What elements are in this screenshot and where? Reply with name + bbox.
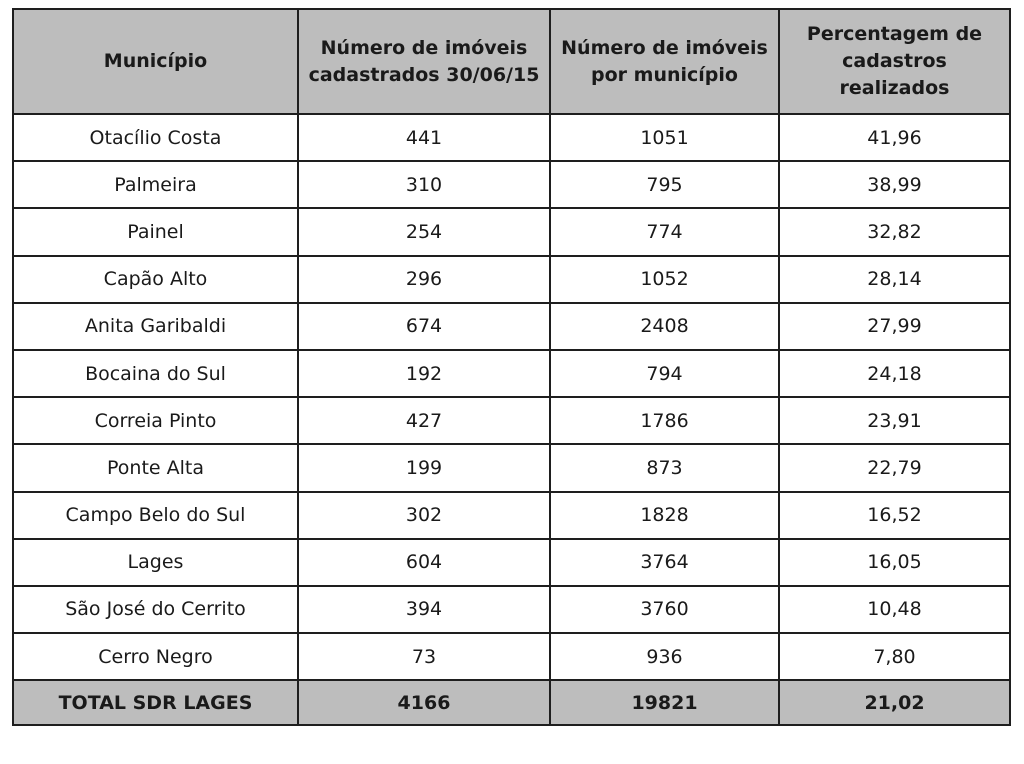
header-municipio: Município — [13, 9, 298, 114]
total-percentagem: 21,02 — [779, 680, 1010, 725]
cell-municipio: Capão Alto — [13, 256, 298, 303]
cell-por-municipio: 1052 — [550, 256, 779, 303]
cell-cadastrados: 441 — [298, 114, 550, 161]
table-header — [13, 9, 1010, 114]
cell-cadastrados: 604 — [298, 539, 550, 586]
header-percentagem: Percentagem de cadastros realizados — [779, 9, 1010, 114]
cell-por-municipio: 2408 — [550, 303, 779, 350]
table-row — [13, 397, 1010, 444]
cell-municipio: Lages — [13, 539, 298, 586]
cell-percentagem: 32,82 — [779, 208, 1010, 255]
cell-municipio: Bocaina do Sul — [13, 350, 298, 397]
header-imoveis-cadastrados: Número de imóveis cadastrados 30/06/15 — [298, 9, 550, 114]
cell-municipio: Cerro Negro — [13, 633, 298, 680]
cell-municipio: Anita Garibaldi — [13, 303, 298, 350]
cell-por-municipio: 936 — [550, 633, 779, 680]
table-row — [13, 350, 1010, 397]
cell-por-municipio: 1828 — [550, 492, 779, 539]
total-row — [13, 680, 1010, 725]
cell-cadastrados: 674 — [298, 303, 550, 350]
header-imoveis-por-municipio: Número de imóveis por município — [550, 9, 779, 114]
cell-cadastrados: 394 — [298, 586, 550, 633]
cell-percentagem: 16,05 — [779, 539, 1010, 586]
table-row — [13, 539, 1010, 586]
cell-cadastrados: 73 — [298, 633, 550, 680]
table-row — [13, 161, 1010, 208]
table-row — [13, 114, 1010, 161]
cell-cadastrados: 254 — [298, 208, 550, 255]
table-row — [13, 303, 1010, 350]
cell-percentagem: 7,80 — [779, 633, 1010, 680]
cell-cadastrados: 302 — [298, 492, 550, 539]
cell-percentagem: 16,52 — [779, 492, 1010, 539]
cell-percentagem: 41,96 — [779, 114, 1010, 161]
table-row — [13, 492, 1010, 539]
cell-por-municipio: 3764 — [550, 539, 779, 586]
cell-municipio: Correia Pinto — [13, 397, 298, 444]
cell-percentagem: 23,91 — [779, 397, 1010, 444]
cell-por-municipio: 3760 — [550, 586, 779, 633]
total-por-municipio: 19821 — [550, 680, 779, 725]
data-table-container — [12, 8, 1009, 726]
cell-por-municipio: 795 — [550, 161, 779, 208]
cell-cadastrados: 192 — [298, 350, 550, 397]
cell-municipio: Ponte Alta — [13, 444, 298, 491]
cell-municipio: Campo Belo do Sul — [13, 492, 298, 539]
table-row — [13, 633, 1010, 680]
cell-cadastrados: 296 — [298, 256, 550, 303]
table-body — [13, 114, 1010, 725]
cell-percentagem: 28,14 — [779, 256, 1010, 303]
cell-cadastrados: 199 — [298, 444, 550, 491]
cell-municipio: Painel — [13, 208, 298, 255]
table-row — [13, 444, 1010, 491]
cell-percentagem: 24,18 — [779, 350, 1010, 397]
cell-por-municipio: 774 — [550, 208, 779, 255]
cell-municipio: Otacílio Costa — [13, 114, 298, 161]
header-row — [13, 9, 1010, 114]
cell-por-municipio: 873 — [550, 444, 779, 491]
cell-municipio: Palmeira — [13, 161, 298, 208]
cell-percentagem: 27,99 — [779, 303, 1010, 350]
cell-percentagem: 10,48 — [779, 586, 1010, 633]
table-row — [13, 208, 1010, 255]
cell-por-municipio: 794 — [550, 350, 779, 397]
cell-cadastrados: 310 — [298, 161, 550, 208]
total-cadastrados: 4166 — [298, 680, 550, 725]
cell-percentagem: 38,99 — [779, 161, 1010, 208]
cell-municipio: São José do Cerrito — [13, 586, 298, 633]
cell-cadastrados: 427 — [298, 397, 550, 444]
table-row — [13, 586, 1010, 633]
cell-por-municipio: 1051 — [550, 114, 779, 161]
cell-percentagem: 22,79 — [779, 444, 1010, 491]
table-row — [13, 256, 1010, 303]
municipality-cadastre-table — [12, 8, 1011, 726]
cell-por-municipio: 1786 — [550, 397, 779, 444]
total-label: TOTAL SDR LAGES — [13, 680, 298, 725]
